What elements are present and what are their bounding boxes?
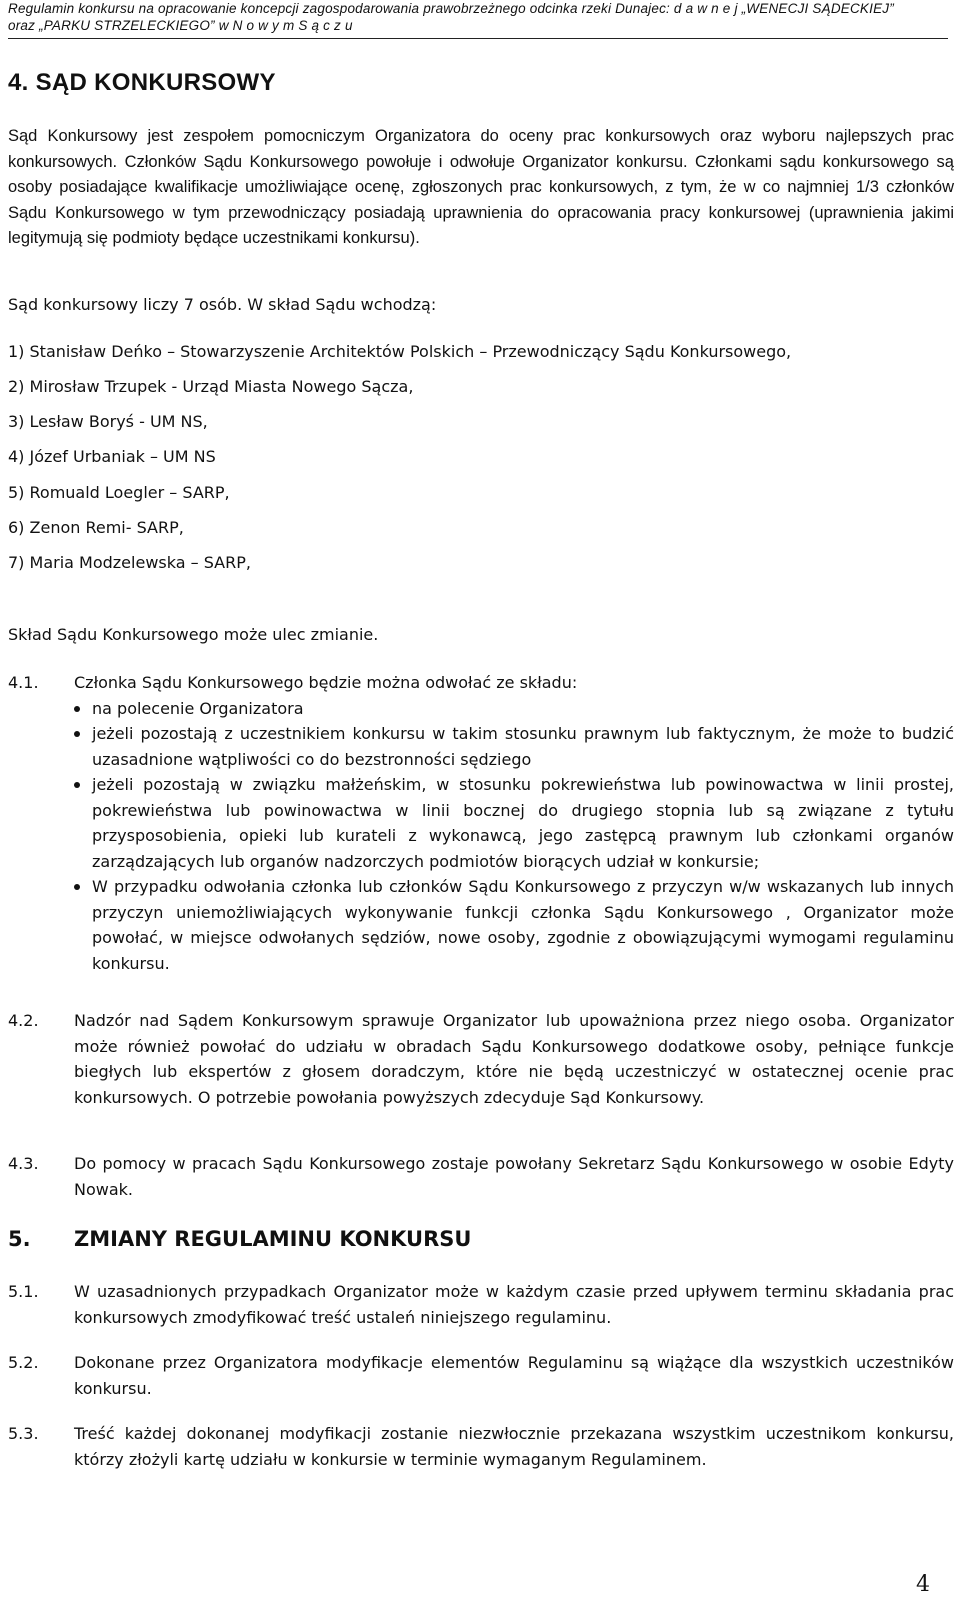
section-5-1 (8, 1279, 954, 1330)
section-4-2 (8, 1008, 954, 1110)
section-5-3-text: Treść każdej dokonanej modyfikacji zostanie niezwłocznie przekazana wszystkim uczestnikom konkursu, którzy złożyli kartę udziału w konkursie w terminie wymaganym Regulaminem. (74, 1424, 954, 1469)
member-6: 6) Zenon Remi- SARP, (8, 518, 184, 537)
section-5-number: 5. (8, 1227, 31, 1251)
section-4-3 (8, 1151, 954, 1202)
section-4-2-text: Nadzór nad Sądem Konkursowym sprawuje Organizator lub upoważniona przez niego osoba. Organizator może również powołać do udziału w obradach Sądu Konkursowego dodatkowe osoby, pełniące funkcje biegłych lub ekspertów z głosem doradczym, które nie będą uczestniczyć w ostatecznej ocenie prac konkursowych. O potrzebie powołania powyższych zdecyduje Sąd Konkursowy. (74, 1011, 954, 1107)
member-1: 1) Stanisław Deńko – Stowarzyszenie Architektów Polskich – Przewodniczący Sądu Konkursowego, (8, 342, 792, 361)
list-item: jeżeli pozostają w związku małżeńskim, w stosunku pokrewieństwa lub powinowactwa w linii prostej, pokrewieństwa lub powinowactwa w linii bocznej do drugiego stopnia lub są związane z tytułu przysposobienia, opieki lub kurateli z wykonawcą, jego zastępcą prawnym lub członkami organów zarządzających lub organów nadzorczych podmiotów biorących udział w konkursie; (74, 772, 954, 874)
list-item: jeżeli pozostają z uczestnikiem konkursu w takim stosunku prawnym lub faktycznym, że może to budzić uzasadnione wątpliwości co do bezstronności sędziego (74, 721, 954, 772)
section-4-intro: Sąd Konkursowy jest zespołem pomocniczym Organizatora do oceny prac konkursowych oraz wyboru najlepszych prac konkursowych. Członków Sądu Konkursowego powołuje i odwołuje Organizator konkursu. Członkami sądu konkursowego są osoby posiadające kwalifikacje umożliwiające ocenę, zgłoszonych prac konkursowych, z tym, że w co najmniej 1/3 członków Sądu Konkursowego w tym przewodniczący posiadają uprawnienia do opracowania pracy konkursowej (uprawnienia jakimi legitymują się podmioty będące uczestnikami konkursu). (8, 127, 954, 247)
section-4-1-intro: Członka Sądu Konkursowego będzie można odwołać ze składu: (74, 673, 578, 692)
page-number: 4 (916, 1572, 930, 1597)
bullet-icon (74, 782, 80, 788)
bullet-icon (74, 884, 80, 890)
member-2: 2) Mirosław Trzupek - Urząd Miasta Nowego Sącza, (8, 377, 414, 396)
section-4-2-number: 4.2. (8, 1011, 39, 1030)
section-5-1-number: 5.1. (8, 1282, 39, 1301)
section-5-1-text: W uzasadnionych przypadkach Organizator może w każdym czasie przed upływem terminu składania prac konkursowych zmodyfikować treść ustaleń niniejszego regulaminu. (74, 1282, 954, 1327)
member-5: 5) Romuald Loegler – SARP, (8, 483, 230, 502)
section-5-2 (8, 1350, 954, 1401)
composition-change-note: Skład Sądu Konkursowego może ulec zmianie. (8, 625, 379, 644)
jury-count: Sąd konkursowy liczy 7 osób. W skład Sądu wchodzą: (8, 295, 437, 314)
header-line-1: Regulamin konkursu na opracowanie koncepcji zagospodarowania prawobrzeżnego odcinka rzeki Dunajec: d a w n e j „WENECJI SĄDECKIEJ” (8, 1, 894, 16)
dismissal-reasons-list (74, 696, 954, 977)
member-4: 4) Józef Urbaniak – UM NS (8, 447, 216, 466)
list-item: W przypadku odwołania członka lub członków Sądu Konkursowego z przyczyn w/w wskazanych lub innych przyczyn uniemożliwiających wykonywanie funkcji członka Sądu Konkursowego , Organizator może powołać, w miejsce odwołanych sędziów, nowe osoby, zgodnie z obowiązującymi wymogami regulaminu konkursu. (74, 874, 954, 976)
bullet-icon (74, 706, 80, 712)
header-rule (8, 38, 948, 39)
bullet-icon (74, 731, 80, 737)
section-4-heading: 4. SĄD KONKURSOWY (8, 69, 276, 96)
member-7: 7) Maria Modzelewska – SARP, (8, 553, 251, 572)
section-4-3-number: 4.3. (8, 1154, 39, 1173)
section-5-3 (8, 1421, 954, 1472)
section-4-3-text: Do pomocy w pracach Sądu Konkursowego zostaje powołany Sekretarz Sądu Konkursowego w osobie Edyty Nowak. (74, 1154, 954, 1199)
header-line-2: oraz „PARKU STRZELECKIEGO” w N o w y m S ą c z u (8, 18, 353, 33)
list-item: na polecenie Organizatora (74, 696, 954, 722)
running-header (8, 0, 948, 34)
section-5-title: ZMIANY REGULAMINU KONKURSU (74, 1227, 472, 1251)
section-4-1-number: 4.1. (8, 673, 39, 692)
section-5-3-number: 5.3. (8, 1424, 39, 1443)
section-5-2-number: 5.2. (8, 1353, 39, 1372)
section-4-1 (8, 670, 954, 976)
section-5-2-text: Dokonane przez Organizatora modyfikacje elementów Regulaminu są wiążące dla wszystkich uczestników konkursu. (74, 1353, 954, 1398)
section-5-heading (8, 1225, 472, 1253)
member-3: 3) Lesław Boryś - UM NS, (8, 412, 208, 431)
